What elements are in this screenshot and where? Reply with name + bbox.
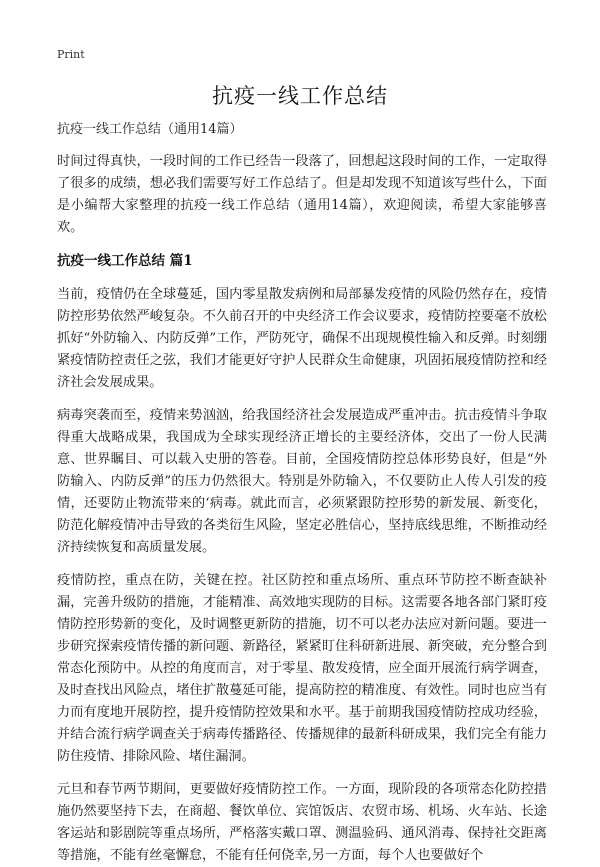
- article-body: [57, 120, 547, 867]
- intro-paragraph: 时间过得真快，一段时间的工作已经告一段落了，回想起这段时间的工作，一定取得了很多的成绩，想必我们需要写好工作总结了。但是却发现不知道该写些什么，下面是小编帮大家整理的抗疫一线工作总结（通用14篇），欢迎阅读，希望大家能够喜欢。: [57, 154, 547, 235]
- page-title: 抗疫一线工作总结: [212, 84, 388, 108]
- article-subtitle: 抗疫一线工作总结（通用14篇）: [57, 122, 243, 137]
- body-paragraph-3: 疫情防控，重点在防，关键在控。社区防控和重点场所、重点环节防控不断查缺补漏，完善升级防的措施，才能精准、高效地实现防的目标。这需要各地各部门紧盯疫情防控形势新的变化，及时调整更新防的措施，切不可以老办法应对新问题。要进一步研究探索疫情传播的新问题、新路径，紧紧盯住科研新进展、新突破，充分整合到常态化预防中。从控的角度而言，对于零星、散发疫情，应全面开展流行病学调查，及时查找出风险点，堵住扩散蔓延可能，提高防控的精准度、有效性。同时也应当有力而有度地开展防控，提升疫情防控效果和水平。基于前期我国疫情防控成功经验，并结合流行病学调查关于病毒传播路径、传播规律的最新科研成果，我们完全有能力防住疫情、排除风险、堵住漏洞。: [57, 573, 547, 764]
- body-paragraph-2: 病毒突袭而至，疫情来势汹汹，给我国经济社会发展造成严重冲击。抗击疫情斗争取得重大战略成果，我国成为全球实现经济正增长的主要经济体，交出了一份人民满意、世界瞩目、可以载入史册的答卷。目前，全国疫情防控总体形势良好，但是“外防输入、内防反弹”的压力仍然很大。特别是外防输入，不仅要防止人传人引发的疫情，还要防止物流带来的‘病毒。就此而言，必须紧跟防控形势的新发展、新变化，防范化解疫情冲击导致的各类衍生风险，坚定必胜信心，坚持底线思维，不断推动经济持续恢复和高质量发展。: [57, 408, 547, 555]
- body-paragraph-1: 当前，疫情仍在全球蔓延，国内零星散发病例和局部暴发疫情的风险仍然存在，疫情防控形势依然严峻复杂。不久前召开的中央经济工作会议要求，疫情防控要毫不放松抓好“外防输入、内防反弹”工作，严防死守，确保不出现规模性输入和反弹。时刻绷紧疫情防控责任之弦，我们才能更好守护人民群众生命健康，巩固拓展疫情防控和经济社会发展成果。: [57, 287, 547, 390]
- body-paragraph-4: 元旦和春节两节期间，更要做好疫情防控工作。一方面，现阶段的各项常态化防控措施仍然要坚持下去，在商超、餐饮单位、宾馆饭店、农贸市场、机场、火车站、长途客运站和影剧院等重点场所，严格落实戴口罩、测温验码、通风消毒、保持社交距离等措施，不能有丝毫懈怠，不能有任何侥幸,另一方面，每个人也要做好个: [57, 782, 547, 863]
- print-link[interactable]: Print: [57, 48, 85, 61]
- section-heading: 抗疫一线工作总结 篇1: [57, 253, 193, 269]
